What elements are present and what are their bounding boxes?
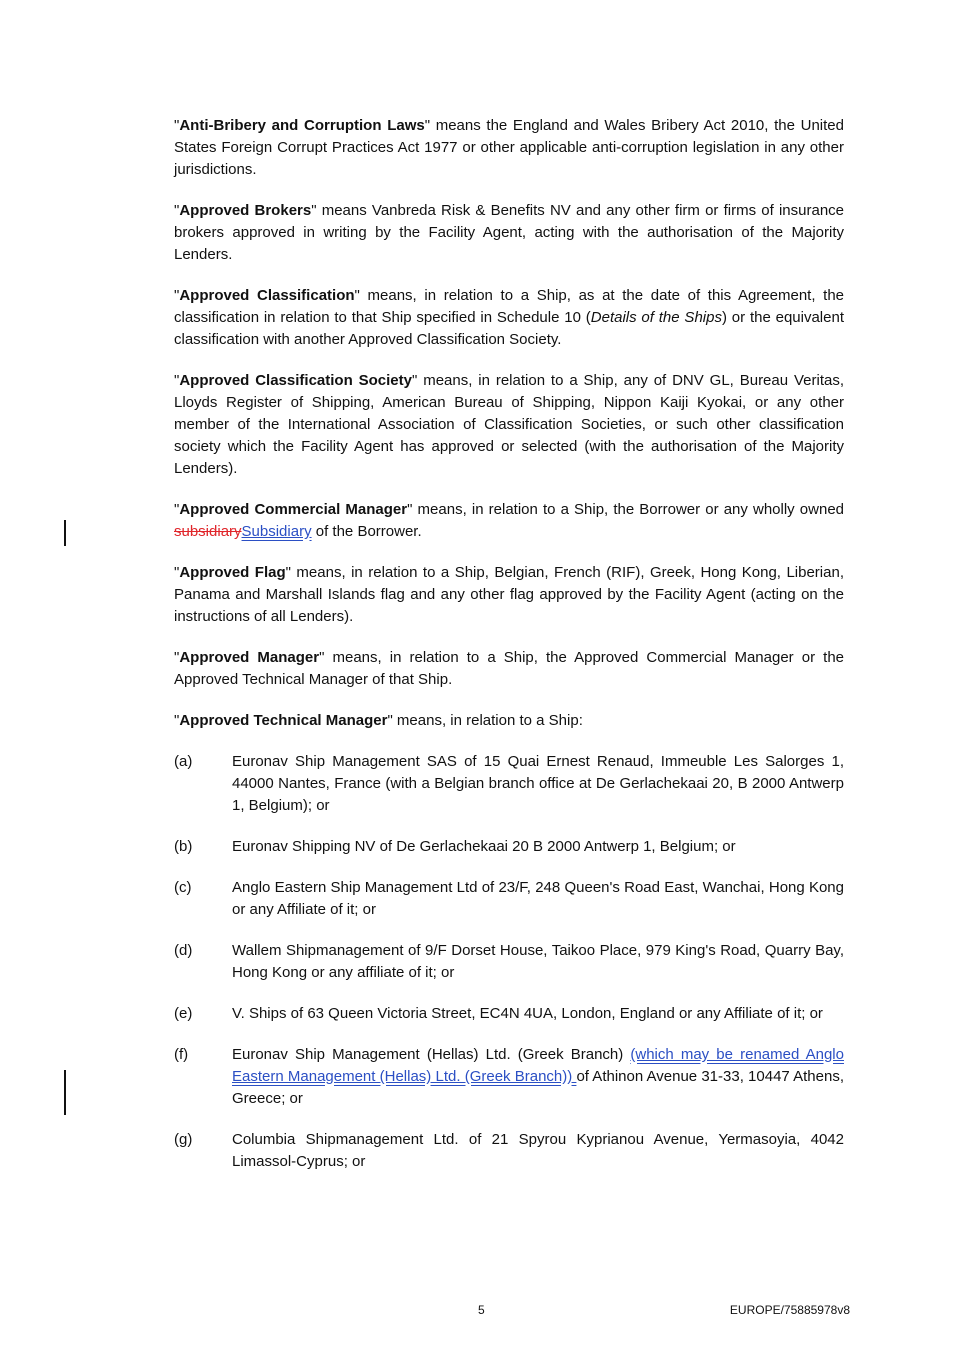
item-text: Columbia Shipmanagement Ltd. of 21 Spyrou Kyprianou Avenue, Yermasoyia, 4042 Limassol-Cyprus; or <box>232 1131 844 1170</box>
item-label: (c) <box>174 879 192 896</box>
definition-approved-commercial-manager: "Approved Commercial Manager" means, in relation to a Ship, the Borrower or any wholly owned subsidiarySubsidiary of the Borrower. <box>174 501 844 540</box>
defined-term: Anti-Bribery and Corruption Laws <box>179 117 425 134</box>
defined-term: Approved Brokers <box>179 202 312 219</box>
change-bar <box>64 520 66 546</box>
defined-term: Approved Commercial Manager <box>179 501 408 518</box>
list-item-e <box>174 1003 844 1025</box>
item-label: (g) <box>174 1131 193 1148</box>
item-text: V. Ships of 63 Queen Victoria Street, EC4N 4UA, London, England or any Affiliate of it; or <box>232 1005 823 1022</box>
definition-approved-flag: "Approved Flag" means, in relation to a Ship, Belgian, French (RIF), Greek, Hong Kong, Liberian, Panama and Marshall Islands flag and any other flag approved by the Facility Agent (acting on the instructions of all Lenders). <box>174 564 844 625</box>
definition-approved-technical-manager: "Approved Technical Manager" means, in relation to a Ship: <box>174 712 583 729</box>
list-item-f <box>174 1044 844 1110</box>
item-label: (b) <box>174 838 193 855</box>
definition-approved-brokers: "Approved Brokers" means Vanbreda Risk & Benefits NV and any other firm or firms of insurance brokers approved in writing by the Facility Agent, acting with the authorisation of the Majority Lenders. <box>174 202 844 263</box>
item-label: (e) <box>174 1005 193 1022</box>
item-text: Anglo Eastern Ship Management Ltd of 23/F, 248 Queen's Road East, Wanchai, Hong Kong or any Affiliate of it; or <box>232 879 844 918</box>
item-label: (d) <box>174 942 193 959</box>
tracked-insertion: Subsidiary <box>241 523 312 540</box>
tracked-deletion: subsidiary <box>174 523 242 540</box>
italic-reference: Details of the Ships <box>590 309 722 326</box>
list-item-d <box>174 940 844 984</box>
definition-approved-classification: "Approved Classification" means, in relation to a Ship, as at the date of this Agreement, the classification in relation to that Ship specified in Schedule 10 (Details of the Ships) or the equivalent classification with another Approved Classification Society. <box>174 287 845 348</box>
list-item-b <box>174 836 844 858</box>
defined-term: Approved Classification Society <box>179 372 412 389</box>
tracked-insertion: (which may be renamed Anglo Eastern Management (Hellas) Ltd. (Greek Branch)) <box>232 1046 844 1085</box>
item-text: Euronav Ship Management SAS of 15 Quai Ernest Renaud, Immeuble Les Salorges 1, 44000 Nantes, France (with a Belgian branch office at De Gerlachekaai 20, B 2000 Antwerp 1, Belgium); or <box>232 753 844 814</box>
item-label: (f) <box>174 1046 189 1063</box>
change-bar <box>64 1070 66 1115</box>
item-text: Wallem Shipmanagement of 9/F Dorset House, Taikoo Place, 979 King's Road, Quarry Bay, Hong Kong or any affiliate of it; or <box>232 942 844 981</box>
list-item-g <box>174 1129 844 1173</box>
document-reference: EUROPE/75885978v8 <box>729 1303 850 1317</box>
defined-term: Approved Flag <box>179 564 286 581</box>
definition-approved-manager: "Approved Manager" means, in relation to a Ship, the Approved Commercial Manager or the Approved Technical Manager of that Ship. <box>174 649 844 688</box>
item-text: Euronav Ship Management (Hellas) Ltd. (Greek Branch) (which may be renamed Anglo Eastern Management (Hellas) Ltd. (Greek Branch)) of Athinon Avenue 31-33, 10447 Athens, Greece; or <box>232 1046 844 1107</box>
defined-term: Approved Manager <box>179 649 320 666</box>
list-item-a <box>174 751 844 817</box>
item-label: (a) <box>174 753 193 770</box>
definition-approved-classification-society: "Approved Classification Society" means, in relation to a Ship, any of DNV GL, Bureau Veritas, Lloyds Register of Shipping, American Bureau of Shipping, Nippon Kaiji Kyokai, or any other member of the International Association of Classification Societies, or such other classification society which the Facility Agent has approved or selected (with the authorisation of the Majority Lenders). <box>174 372 844 477</box>
list-item-c <box>174 877 844 921</box>
item-text: Euronav Shipping NV of De Gerlachekaai 20 B 2000 Antwerp 1, Belgium; or <box>232 838 736 855</box>
definition-anti-bribery: "Anti-Bribery and Corruption Laws" means the England and Wales Bribery Act 2010, the United States Foreign Corrupt Practices Act 1977 or other applicable anti-corruption legislation in any other jurisdictions. <box>174 117 844 178</box>
document-body <box>174 115 844 1192</box>
defined-term: Approved Classification <box>179 287 355 304</box>
page-number: 5 <box>478 1303 485 1317</box>
defined-term: Approved Technical Manager <box>179 712 388 729</box>
